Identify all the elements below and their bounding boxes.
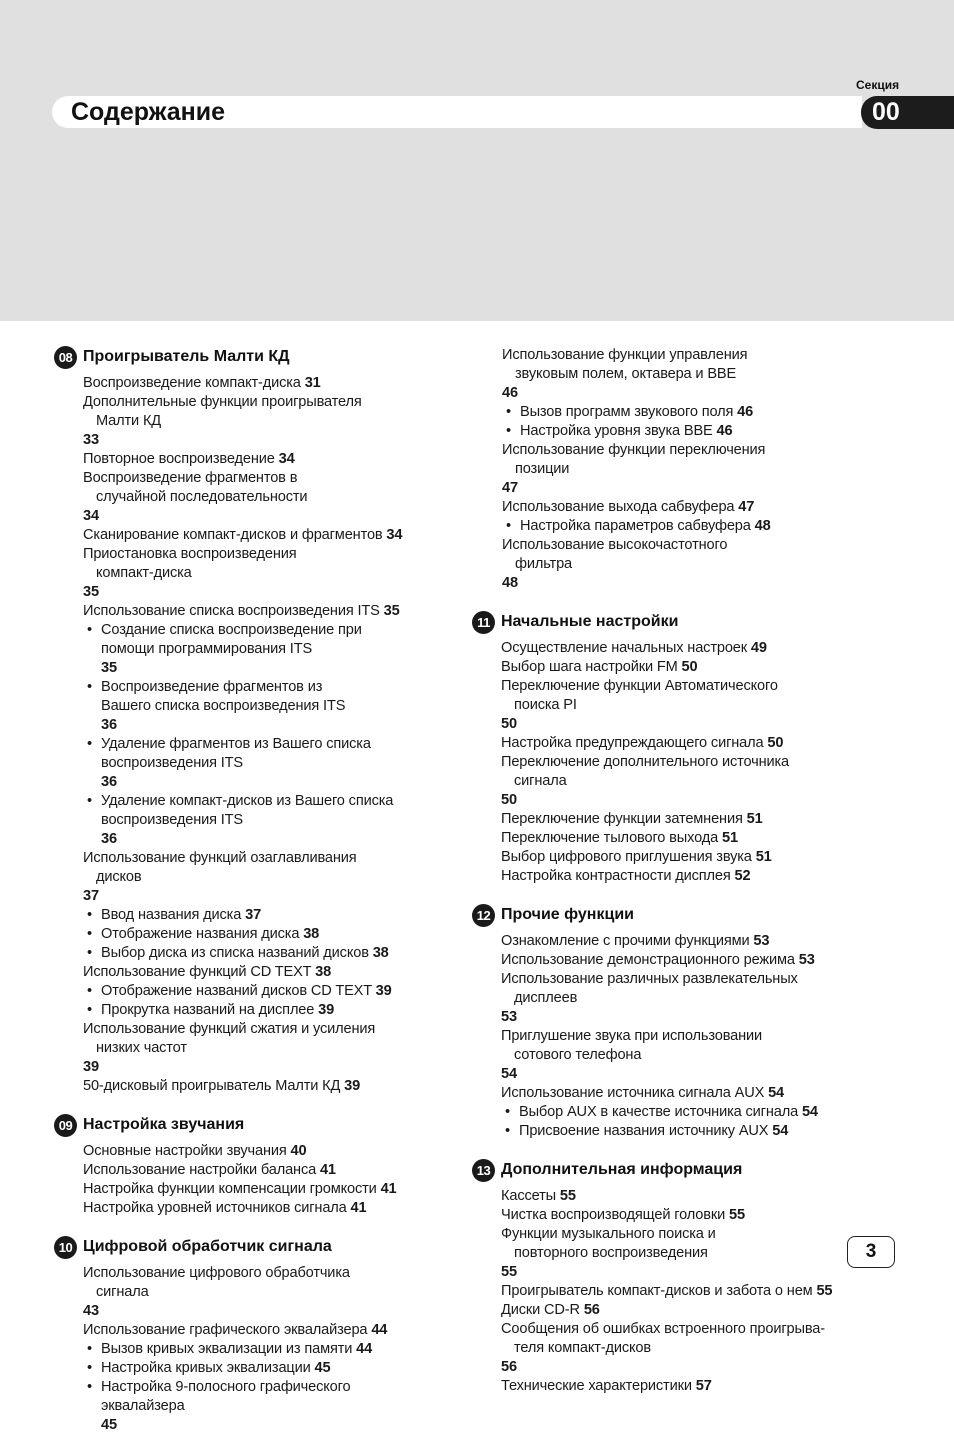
toc-page-number: 57 <box>695 1378 712 1394</box>
toc-page-number: 36 <box>101 831 117 847</box>
chapter-entries <box>83 1264 454 1435</box>
toc-entry-text: позиции <box>515 461 570 477</box>
toc-entry[interactable] <box>501 1377 872 1396</box>
toc-page-number: 34 <box>278 451 295 467</box>
toc-entry-text: Приостановка воспроизведения <box>83 546 297 562</box>
toc-page-number: 55 <box>728 1207 745 1223</box>
toc-entry-text: Использование функции переключения <box>502 442 766 458</box>
toc-page-number: 54 <box>801 1104 818 1120</box>
toc-entry[interactable] <box>83 450 454 469</box>
section-label: Секция <box>856 78 900 92</box>
toc-entry-text: Дополнительные функции проигрывателя <box>83 394 362 410</box>
toc-entry[interactable] <box>501 1301 872 1320</box>
toc-entry-text: Воспроизведение фрагментов из <box>101 679 323 695</box>
toc-entry-text: Использование различных развлекательных <box>501 971 798 987</box>
toc-entry[interactable] <box>83 1359 454 1378</box>
chapter-title: Начальные настройки <box>501 613 679 630</box>
toc-entry-text: Использование функций CD TEXT <box>83 964 312 980</box>
toc-entry[interactable] <box>83 1321 454 1340</box>
toc-entry[interactable] <box>502 422 872 441</box>
toc-entry-text: дисплеев <box>514 990 578 1006</box>
toc-page-number: 55 <box>501 1264 517 1280</box>
toc-entry-text: Использование графического эквалайзера <box>83 1322 368 1338</box>
chapter-heading[interactable] <box>54 1114 454 1136</box>
toc-entry-text: Основные настройки звучания <box>83 1143 287 1159</box>
toc-page-number: 53 <box>798 952 815 968</box>
page-title: Содержание <box>71 98 226 126</box>
toc-entry[interactable] <box>83 1340 454 1359</box>
toc-column-left <box>54 346 454 1453</box>
toc-entry[interactable] <box>501 1084 872 1103</box>
toc-entry-text: Переключение тылового выхода <box>501 830 719 846</box>
chapter-number-badge: 09 <box>54 1114 77 1137</box>
toc-entry-text: Использование настройки баланса <box>83 1162 317 1178</box>
toc-entry-text: Отображение названия диска <box>101 926 300 942</box>
toc-entry-text: сигнала <box>96 1284 149 1300</box>
toc-entry-text: Сканирование компакт-дисков и фрагментов <box>83 527 383 543</box>
toc-page-number: 43 <box>83 1303 99 1319</box>
page-number: 3 <box>847 1236 895 1268</box>
toc-entry-text: Выбор AUX в качестве источника сигнала <box>519 1104 799 1120</box>
toc-entry-text: фильтра <box>515 556 573 572</box>
toc-entry[interactable] <box>501 753 872 810</box>
chapter-heading[interactable] <box>54 1236 454 1258</box>
toc-entry-text: Использование функций сжатия и усиления <box>83 1021 376 1037</box>
toc-entry-text: повторного воспроизведения <box>514 1245 708 1261</box>
toc-page-number: 53 <box>753 933 770 949</box>
toc-page-number: 46 <box>502 385 518 401</box>
toc-entry[interactable] <box>83 393 454 450</box>
toc-entry[interactable] <box>501 1225 872 1282</box>
toc-entry[interactable] <box>501 1206 872 1225</box>
toc-entry[interactable] <box>83 792 454 849</box>
toc-entry[interactable] <box>501 848 872 867</box>
chapter-entries <box>501 639 872 886</box>
toc-entry[interactable] <box>83 621 454 678</box>
chapter-number-badge: 13 <box>472 1159 495 1182</box>
toc-entry-text: Чистка воспроизводящей головки <box>501 1207 726 1223</box>
toc-entry-text: Настройка кривых эквализации <box>101 1360 311 1376</box>
chapter-entries <box>83 1142 454 1218</box>
toc-entry-text: Использование списка воспроизведения ITS <box>83 603 380 619</box>
toc-entry[interactable] <box>501 658 872 677</box>
toc-entry[interactable] <box>83 469 454 526</box>
toc-page-number: 39 <box>375 983 392 999</box>
toc-entry[interactable] <box>501 1320 872 1377</box>
toc-page-number: 36 <box>101 717 117 733</box>
toc-entry[interactable] <box>83 1142 454 1161</box>
toc-entry-text: Настройка функции компенсации громкости <box>83 1181 377 1197</box>
toc-entry[interactable] <box>83 678 454 735</box>
chapter-entries <box>501 932 872 1141</box>
toc-entry[interactable] <box>501 639 872 658</box>
toc-entry-text: компакт-диска <box>96 565 192 581</box>
toc-entry-text: Удаление компакт-дисков из Вашего списка <box>101 793 394 809</box>
chapter-title: Дополнительная информация <box>501 1161 743 1178</box>
toc-page-number: 44 <box>356 1341 373 1357</box>
toc-entry[interactable] <box>83 1378 454 1435</box>
toc-entry-text: Кассеты <box>501 1188 556 1204</box>
toc-entry[interactable] <box>502 536 872 593</box>
toc-entry[interactable] <box>83 925 454 944</box>
toc-page-number: 33 <box>83 432 99 448</box>
section-number: 00 <box>872 98 900 126</box>
toc-entry[interactable] <box>501 810 872 829</box>
toc-page-number: 37 <box>245 907 262 923</box>
toc-page-number: 50 <box>501 792 517 808</box>
toc-entry-text: Присвоение названия источнику AUX <box>519 1123 769 1139</box>
toc-page-number: 38 <box>372 945 389 961</box>
toc-page-number: 47 <box>738 499 755 515</box>
toc-entry-text: звуковым полем, октавера и BBE <box>515 366 737 382</box>
toc-chapter <box>472 611 872 886</box>
toc-entry[interactable] <box>502 403 872 422</box>
toc-entry-text: Повторное воспроизведение <box>83 451 275 467</box>
toc-page-number: 48 <box>754 518 771 534</box>
toc-page-number: 51 <box>755 849 772 865</box>
chapter-title: Прочие функции <box>501 906 634 923</box>
toc-entry-text: Настройка 9-полосного графического <box>101 1379 351 1395</box>
toc-entry[interactable] <box>83 1077 454 1096</box>
toc-page-number: 51 <box>722 830 738 846</box>
toc-entry[interactable] <box>83 1199 454 1218</box>
toc-entry[interactable] <box>83 849 454 906</box>
toc-entry-text: Функции музыкального поиска и <box>501 1226 716 1242</box>
toc-entry-text: Ввод названия диска <box>101 907 242 923</box>
toc-entry-text: Выбор диска из списка названий дисков <box>101 945 369 961</box>
toc-page-number: 53 <box>501 1009 517 1025</box>
chapter-heading[interactable] <box>54 346 454 368</box>
toc-entry-text: Ознакомление с прочими функциями <box>501 933 750 949</box>
continued-entries <box>502 346 872 593</box>
chapter-entries <box>501 1187 872 1396</box>
toc-entry-text: сигнала <box>514 773 567 789</box>
toc-page-number: 36 <box>101 774 117 790</box>
toc-page-number: 45 <box>101 1417 117 1433</box>
toc-entry-text: Использование функций озаглавливания <box>83 850 357 866</box>
toc-entry-text: Вызов программ звукового поля <box>520 404 734 420</box>
toc-entry[interactable] <box>83 735 454 792</box>
toc-entry-text: Создание списка воспроизведение при <box>101 622 362 638</box>
chapter-number-badge: 08 <box>54 346 77 369</box>
toc-entry[interactable] <box>83 963 454 982</box>
toc-entry-text: Переключение дополнительного источника <box>501 754 790 770</box>
toc-page-number: 31 <box>304 375 321 391</box>
toc-page-number: 38 <box>315 964 332 980</box>
toc-entry[interactable] <box>501 1103 872 1122</box>
toc-entry[interactable] <box>501 734 872 753</box>
toc-entry[interactable] <box>502 517 872 536</box>
toc-column-right <box>472 346 872 1414</box>
toc-page-number: 50 <box>767 735 784 751</box>
toc-entry-text: Воспроизведение компакт-диска <box>83 375 301 391</box>
toc-entry[interactable] <box>83 1001 454 1020</box>
toc-page-number: 48 <box>502 575 518 591</box>
chapter-heading[interactable] <box>472 904 872 926</box>
toc-page-number: 34 <box>83 508 99 524</box>
toc-entry-text: поиска PI <box>514 697 577 713</box>
toc-page-number: 35 <box>383 603 400 619</box>
toc-page-number: 39 <box>83 1059 99 1075</box>
toc-entry[interactable] <box>501 867 872 886</box>
toc-entry-text: 50-дисковый проигрыватель Малти КД <box>83 1078 341 1094</box>
toc-entry-text: Использование функции управления <box>502 347 748 363</box>
chapter-heading[interactable] <box>472 611 872 633</box>
toc-page-number: 39 <box>344 1078 361 1094</box>
toc-entry[interactable] <box>83 1161 454 1180</box>
chapter-number-badge: 10 <box>54 1236 77 1259</box>
toc-entry-text: Использование цифрового обработчика <box>83 1265 350 1281</box>
toc-page-number: 35 <box>83 584 99 600</box>
toc-page-number: 39 <box>318 1002 335 1018</box>
toc-entry-text: низких частот <box>96 1040 187 1056</box>
toc-entry-text: Воспроизведение фрагментов в <box>83 470 298 486</box>
chapter-entries <box>83 374 454 1096</box>
toc-chapter <box>472 904 872 1141</box>
toc-entry[interactable] <box>83 374 454 393</box>
toc-entry-text: воспроизведения ITS <box>101 755 244 771</box>
chapter-title: Настройка звучания <box>83 1116 245 1133</box>
toc-entry-text: дисков <box>96 869 142 885</box>
toc-entry-text: Осуществление начальных настроек <box>501 640 748 656</box>
chapter-title: Цифровой обработчик сигнала <box>83 1238 332 1255</box>
header-band <box>0 0 954 321</box>
toc-page-number: 45 <box>314 1360 331 1376</box>
toc-entry-text: Настройка предупреждающего сигнала <box>501 735 764 751</box>
toc-entry-text: Настройка уровней источников сигнала <box>83 1200 347 1216</box>
chapter-heading[interactable] <box>472 1159 872 1181</box>
toc-page-number: 55 <box>816 1283 833 1299</box>
toc-page-number: 38 <box>303 926 320 942</box>
toc-entry-text: Настройка параметров сабвуфера <box>520 518 751 534</box>
toc-entry-text: сотового телефона <box>514 1047 642 1063</box>
toc-entry[interactable] <box>83 545 454 602</box>
toc-entry-text: Диски CD-R <box>501 1302 580 1318</box>
toc-page-number: 51 <box>746 811 763 827</box>
toc-entry-text: Переключение функции затемнения <box>501 811 743 827</box>
toc-page-number: 46 <box>716 423 733 439</box>
toc-page-number: 56 <box>583 1302 600 1318</box>
toc-entry[interactable] <box>501 829 872 848</box>
toc-page-number: 55 <box>559 1188 576 1204</box>
toc-entry-text: Сообщения об ошибках встроенного проигрыва- <box>501 1321 825 1337</box>
toc-page-number: 34 <box>386 527 403 543</box>
toc-entry-text: Отображение названий дисков CD TEXT <box>101 983 372 999</box>
toc-entry[interactable] <box>501 1282 872 1301</box>
toc-page-number: 54 <box>768 1085 785 1101</box>
toc-entry-text: Использование источника сигнала AUX <box>501 1085 765 1101</box>
toc-entry-text: помощи программирования ITS <box>101 641 313 657</box>
toc-entry[interactable] <box>501 677 872 734</box>
toc-chapter <box>472 1159 872 1396</box>
toc-page-number: 44 <box>371 1322 388 1338</box>
toc-entry-text: случайной последовательности <box>96 489 308 505</box>
toc-entry-text: Приглушение звука при использовании <box>501 1028 763 1044</box>
toc-entry[interactable] <box>501 1187 872 1206</box>
toc-page-number: 54 <box>772 1123 789 1139</box>
toc-entry[interactable] <box>83 1264 454 1321</box>
toc-entry[interactable] <box>83 982 454 1001</box>
toc-chapter <box>54 346 454 1096</box>
toc-page-number: 49 <box>750 640 767 656</box>
chapter-title: Проигрыватель Малти КД <box>83 348 290 365</box>
toc-entry-text: Выбор цифрового приглушения звука <box>501 849 752 865</box>
toc-entry-text: Переключение функции Автоматического <box>501 678 778 694</box>
toc-entry-text: Технические характеристики <box>501 1378 692 1394</box>
toc-entry[interactable] <box>83 906 454 925</box>
toc-entry[interactable] <box>502 498 872 517</box>
toc-entry-text: Настройка уровня звука BBE <box>520 423 713 439</box>
toc-entry-text: Прокрутка названий на дисплее <box>101 1002 315 1018</box>
toc-entry[interactable] <box>83 526 454 545</box>
toc-page-number: 41 <box>380 1181 397 1197</box>
toc-entry-text: Вашего списка воспроизведения ITS <box>101 698 346 714</box>
toc-page-number: 50 <box>501 716 517 732</box>
toc-page-number: 35 <box>101 660 117 676</box>
toc-page-number: 41 <box>350 1200 367 1216</box>
toc-entry-text: Использование высокочастотного <box>502 537 728 553</box>
toc-entry-text: Использование демонстрационного режима <box>501 952 795 968</box>
toc-entry-text: Выбор шага настройки FM <box>501 659 678 675</box>
toc-entry[interactable] <box>501 1122 872 1141</box>
toc-entry-text: теля компакт-дисков <box>514 1340 651 1356</box>
toc-page-number: 47 <box>502 480 518 496</box>
toc-entry[interactable] <box>501 951 872 970</box>
continued-chapter <box>472 346 872 593</box>
toc-entry-text: Вызов кривых эквализации из памяти <box>101 1341 353 1357</box>
toc-entry[interactable] <box>502 346 872 403</box>
toc-entry-text: Использование выхода сабвуфера <box>502 499 735 515</box>
chapter-number-badge: 12 <box>472 904 495 927</box>
toc-entry[interactable] <box>83 1020 454 1077</box>
toc-page-number: 50 <box>681 659 698 675</box>
toc-entry[interactable] <box>501 1027 872 1084</box>
toc-entry-text: эквалайзера <box>101 1398 185 1414</box>
toc-page-number: 52 <box>734 868 751 884</box>
toc-entry-text: воспроизведения ITS <box>101 812 244 828</box>
toc-entry-text: Проигрыватель компакт-дисков и забота о нем <box>501 1283 813 1299</box>
toc-page-number: 41 <box>319 1162 336 1178</box>
toc-entry-text: Настройка контрастности дисплея <box>501 868 731 884</box>
toc-page-number: 40 <box>290 1143 307 1159</box>
toc-page-number: 37 <box>83 888 99 904</box>
toc-chapter <box>54 1114 454 1218</box>
chapter-number-badge: 11 <box>472 611 495 634</box>
toc-entry[interactable] <box>501 932 872 951</box>
toc-chapter <box>54 1236 454 1435</box>
toc-page-number: 54 <box>501 1066 517 1082</box>
toc-entry[interactable] <box>83 1180 454 1199</box>
toc-entry[interactable] <box>83 602 454 621</box>
toc-page-number: 56 <box>501 1359 517 1375</box>
toc-entry[interactable] <box>83 944 454 963</box>
toc-entry-text: Удаление фрагментов из Вашего списка <box>101 736 371 752</box>
toc-entry-text: Малти КД <box>96 413 162 429</box>
toc-entry[interactable] <box>502 441 872 498</box>
toc-page-number: 46 <box>737 404 754 420</box>
toc-entry[interactable] <box>501 970 872 1027</box>
